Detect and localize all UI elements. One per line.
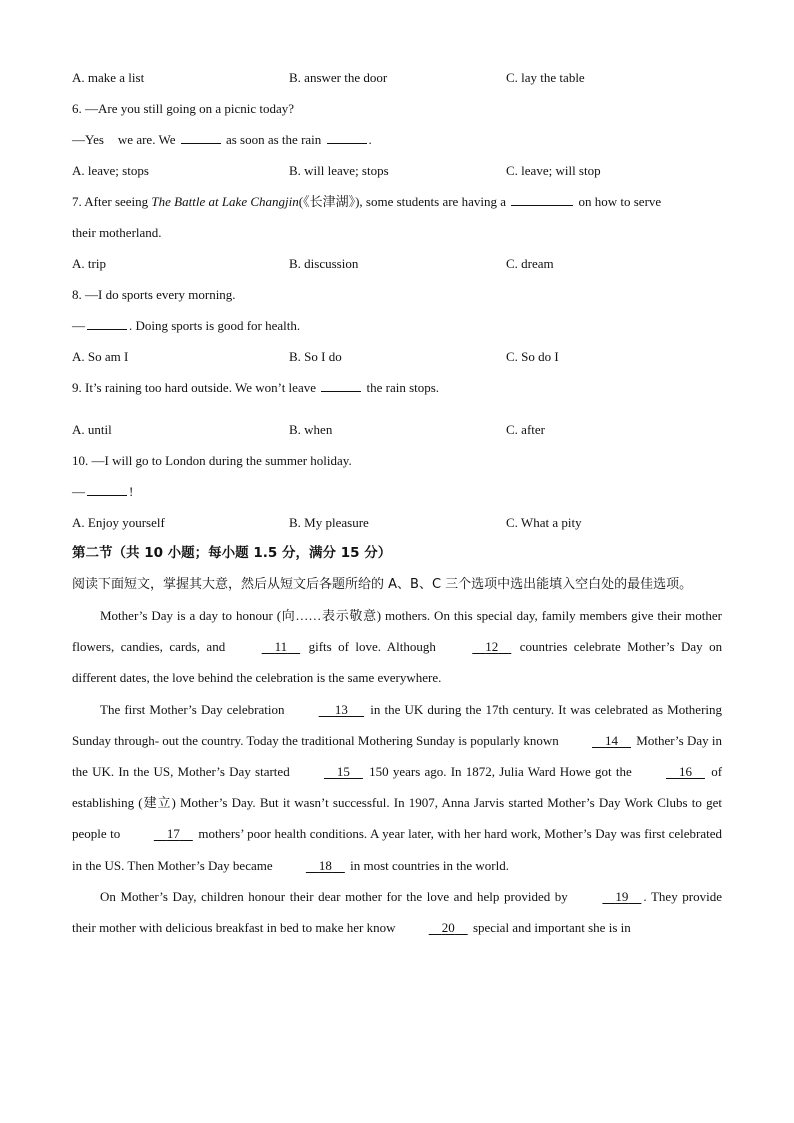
q6-reply-c: as soon as the rain [225,132,322,147]
blank-number: 17 [166,826,180,842]
q10-option-a[interactable]: A. Enjoy yourself [72,515,165,530]
q6-option-a[interactable]: A. leave; stops [72,163,149,178]
blank-15[interactable] [294,756,365,787]
q8-stem: 8. —I do sports every morning. [72,287,236,302]
q9-stem-b: the rain stops. [366,380,440,395]
q6-blank-1[interactable] [181,130,221,144]
blank-number: 11 [274,639,288,655]
q7-blank[interactable] [511,192,573,206]
q7-film-title: The Battle at Lake Changjin [151,194,299,209]
passage-text: of establishing (建立) Mother’s Day. But it wasn’t successful. In 1907, Anna Jarvis started Mother’s Day Work Clubs to get people to [72,764,723,842]
q9-option-c[interactable]: C. after [506,422,545,437]
passage-text: special and important she is in [472,920,631,936]
q10-reply [72,476,722,507]
q5-options [72,62,722,93]
passage-text: On Mother’s Day, children honour their dear mother for the love and help provided by [100,888,568,904]
q8-option-a[interactable]: A. So am I [72,349,129,364]
q10-reply-b: ! [129,484,134,499]
q5-option-b[interactable]: B. answer the door [289,70,388,85]
q10-stem: 10. —I will go to London during the summer holiday. [72,453,352,468]
passage-paragraph-1 [72,600,722,694]
passage-text: in the UK during the 17th century. It was celebrated as Mothering Sunday through- out the country. Today the traditional Mothering Sunday is popularly known [72,701,723,748]
q8-option-c[interactable]: C. So do I [506,349,559,364]
q6-reply-d: . [368,132,372,147]
passage-text: countries celebrate Mother’s Day on different dates, the love behind the celebration is the same everywhere. [72,639,723,686]
passage-text: . They provide their mother with delicious breakfast in bed to make her know [72,888,722,936]
blank-number: 18 [318,857,332,873]
passage-text: Mother’s Day is a day to honour (向……表示敬意) mothers. On this special day, family members give their mother flowers, candies, cards, and [72,608,722,655]
blank-number: 14 [605,732,619,748]
passage-text: Mother’s Day in the UK. In the US, Mother’s Day started [72,732,723,780]
q6-reply-a: —Yes [72,132,104,147]
passage-paragraph-3 [72,881,722,943]
blank-16[interactable] [636,756,707,787]
q8-options [72,341,722,372]
blank-19[interactable] [572,881,643,912]
q9-blank[interactable] [321,378,361,392]
q10-options [72,507,722,538]
blank-number: 19 [615,888,629,904]
blank-18[interactable] [276,850,347,881]
blank-number: 20 [441,920,455,936]
q7-stem-b: (《长津湖》), some students are having a [298,194,506,209]
q6-reply-b: we are. We [117,132,176,147]
q7-stem-a: 7. After seeing [72,194,149,209]
q9-option-b[interactable]: B. when [289,422,333,437]
exam-page [72,62,722,943]
q5-option-a[interactable]: A. make a list [72,70,145,85]
q9-stem-a: 9. It’s raining too hard outside. We won’t leave [72,380,316,395]
q8-reply-b: . Doing sports is good for health. [129,318,301,333]
q6-options [72,155,722,186]
q7-option-a[interactable]: A. trip [72,256,106,271]
q10-reply-a: — [72,484,85,499]
blank-17[interactable] [124,818,195,849]
q9-stem [72,372,722,403]
passage-text: 150 years ago. In 1872, Julia Ward Howe got the [369,764,632,780]
q7-stem-c: on how to serve [578,194,662,209]
blank-20[interactable] [399,912,470,943]
section-heading: 第二节（共 10 小题；每小题 1.5 分，满分 15 分） [72,545,392,561]
q6-stem: 6. —Are you still going on a picnic today? [72,101,295,116]
q10-blank[interactable] [87,482,127,496]
q8-reply [72,310,722,341]
passage-text: The first Mother’s Day celebration [100,701,285,717]
passage-paragraph-2 [72,694,722,881]
q9-options [72,414,722,445]
q7-stem [72,186,722,217]
blank-number: 16 [678,764,692,780]
blank-number: 15 [336,764,350,780]
blank-13[interactable] [289,694,367,725]
q10-option-c[interactable]: C. What a pity [506,515,582,530]
blank-14[interactable] [562,725,633,756]
q8-option-b[interactable]: B. So I do [289,349,342,364]
q6-option-b[interactable]: B. will leave; stops [289,163,389,178]
blank-number: 12 [485,639,499,655]
q6-reply [72,124,722,155]
q8-blank[interactable] [87,316,127,330]
blank-number: 13 [334,701,348,717]
blank-11[interactable] [232,631,303,662]
q6-blank-2[interactable] [327,130,367,144]
q8-reply-a: — [72,318,85,333]
q7-option-c[interactable]: C. dream [506,256,554,271]
passage-text: in most countries in the world. [350,857,509,873]
q7-option-b[interactable]: B. discussion [289,256,359,271]
q10-option-b[interactable]: B. My pleasure [289,515,369,530]
section-instruction: 阅读下面短文，掌握其大意，然后从短文后各题所给的 A、B、C 三个选项中选出能填入空白处的最佳选项。 [72,577,693,592]
q7-options [72,248,722,279]
q6-option-c[interactable]: C. leave; will stop [506,163,601,178]
blank-12[interactable] [442,631,513,662]
q7-stem-cont: their motherland. [72,225,162,240]
q5-option-c[interactable]: C. lay the table [506,70,585,85]
q9-option-a[interactable]: A. until [72,422,112,437]
passage-text: mothers’ poor health conditions. A year later, with her hard work, Mother’s Day was first celebrated in the US. Then Mother’s Day became [72,826,723,873]
passage-text: gifts of love. Although [308,639,436,655]
